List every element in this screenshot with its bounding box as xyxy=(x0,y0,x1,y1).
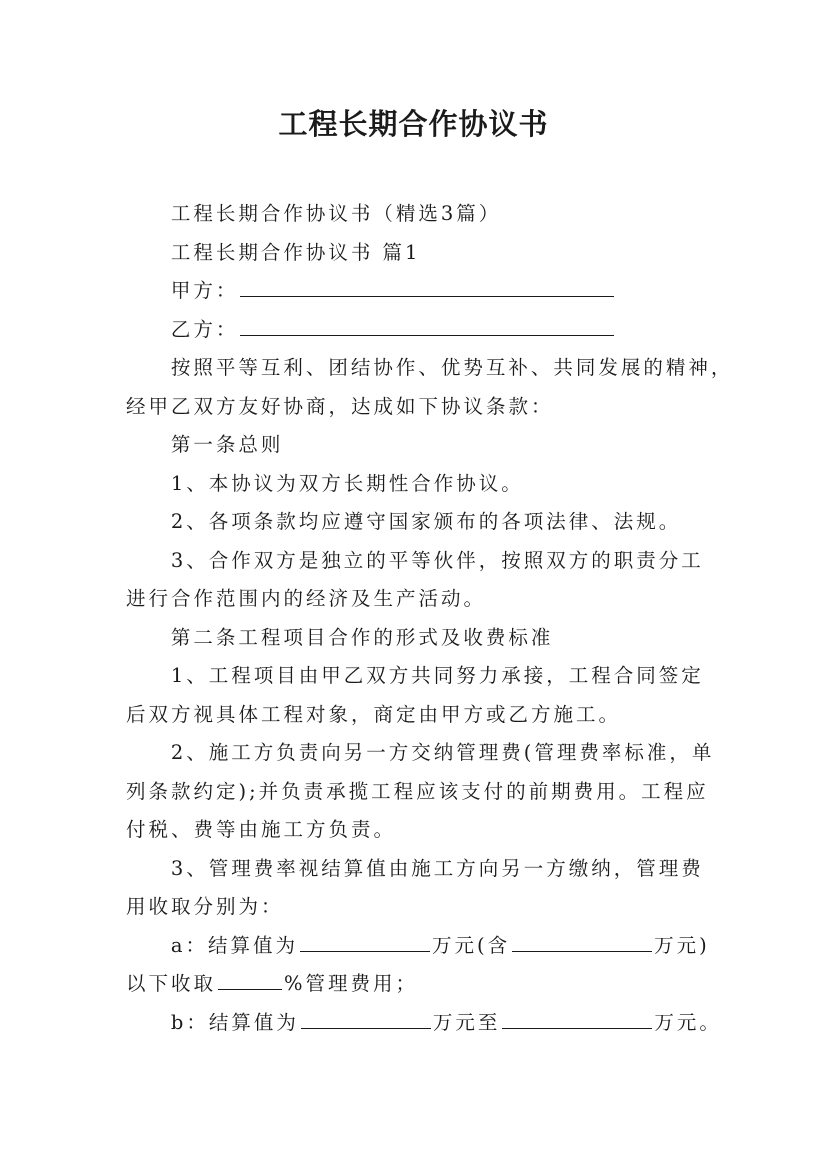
article-1-item-1: 1、本协议为双方长期性合作协议。 xyxy=(170,471,524,495)
fee-a-unit-2: 万元) xyxy=(654,933,710,957)
article-2-item-2-line-3: 付税、费等由施工方负责。 xyxy=(126,818,397,841)
article-2-item-2-line-1: 2、施工方负责向另一方交纳管理费(管理费率标准，单 xyxy=(170,741,715,764)
article-1-title: 第一条总则 xyxy=(170,433,284,456)
article-2-item-3-line-1: 3、管理费率视结算值由施工方向另一方缴纳，管理费 xyxy=(170,856,704,880)
fee-a-percent-blank xyxy=(218,969,282,990)
intro-line-2: 经甲乙双方友好协商，达成如下协议条款： xyxy=(126,394,554,418)
fee-a-line-2-start: 以下收取 xyxy=(126,972,217,995)
article-2-item-1-line-2: 后双方视具体工程对象，商定由甲方或乙方施工。 xyxy=(126,702,622,726)
article-2-item-2 xyxy=(126,734,716,850)
document-body xyxy=(126,195,734,1042)
article-2-title: 第二条工程项目合作的形式及收费标准 xyxy=(170,625,554,649)
intro-line-1: 按照平等互利、团结协作、优势互补、共同发展的精神， xyxy=(170,356,734,379)
article-2-item-3-line-2: 用收取分别为： xyxy=(126,895,284,918)
article-2-item-3 xyxy=(126,850,716,927)
article-2-item-1 xyxy=(126,657,716,734)
party-a-line xyxy=(126,272,716,311)
fee-a-blank-2 xyxy=(512,931,652,952)
fee-a-unit-1: 万元(含 xyxy=(431,933,511,957)
fee-a-line-2-end: %管理费用； xyxy=(284,972,419,995)
fee-b-label: b：结算值为 xyxy=(170,1010,299,1034)
party-a-blank xyxy=(240,276,614,297)
article-1-item-3 xyxy=(126,542,716,619)
fee-b-blank-1 xyxy=(301,1008,431,1029)
party-b-line xyxy=(126,311,716,350)
fee-a-line-2 xyxy=(126,965,716,1004)
article-1-item-3-line-2: 进行合作范围内的经济及生产活动。 xyxy=(126,587,487,610)
fee-a-blank-1 xyxy=(300,931,430,952)
subtitle: 工程长期合作协议书（精选3篇） xyxy=(170,202,502,225)
article-2-item-2-line-2: 列条款约定);并负责承揽工程应该支付的前期费用。工程应 xyxy=(126,779,709,803)
fee-tier-b xyxy=(126,1004,722,1043)
article-2-item-1-line-1: 1、工程项目由甲乙双方共同努力承接，工程合同签定 xyxy=(170,664,704,687)
fee-a-label: a：结算值为 xyxy=(170,933,298,957)
fee-b-unit-2: 万元。 xyxy=(654,1010,722,1034)
fee-b-blank-2 xyxy=(502,1008,652,1029)
article-1-item-2: 2、各项条款均应遵守国家颁布的各项法律、法规。 xyxy=(170,510,682,533)
fee-b-unit-1: 万元至 xyxy=(432,1010,501,1034)
document-title: 工程长期合作协议书 xyxy=(278,107,549,141)
section-heading: 工程长期合作协议书 篇1 xyxy=(170,240,421,264)
intro-paragraph xyxy=(126,349,734,426)
party-b-blank xyxy=(240,315,614,336)
article-1-item-3-line-1: 3、合作双方是独立的平等伙伴，按照双方的职责分工 xyxy=(170,548,704,572)
party-a-label: 甲方： xyxy=(170,279,239,302)
fee-tier-a xyxy=(126,927,716,1004)
party-b-label: 乙方： xyxy=(170,317,239,341)
